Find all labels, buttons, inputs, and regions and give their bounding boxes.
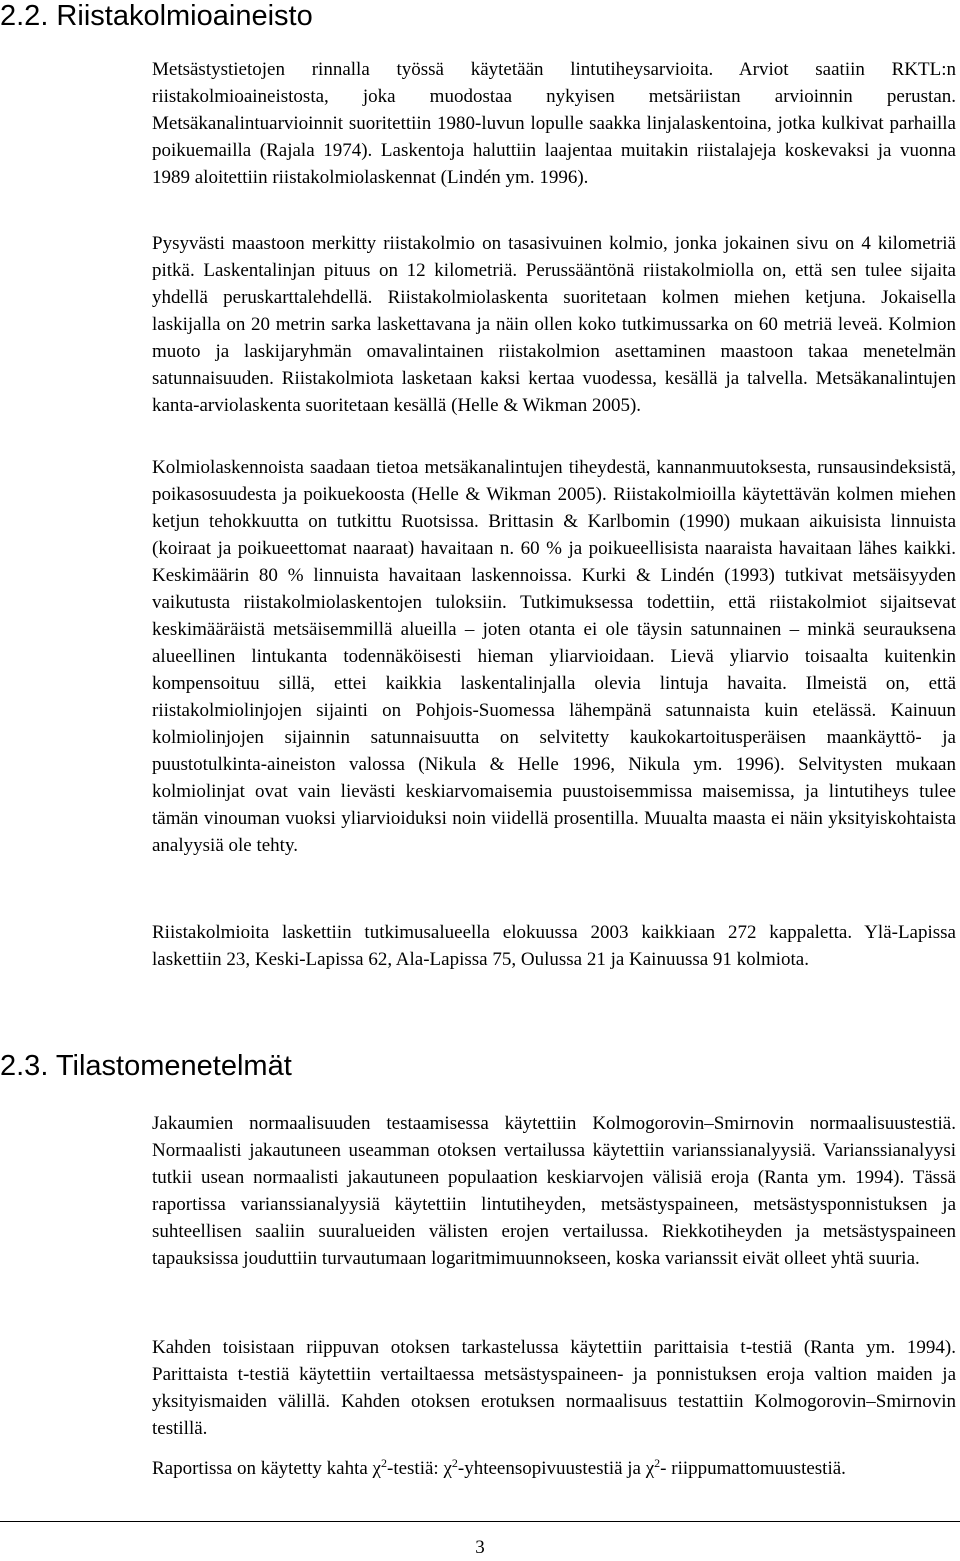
section-heading: 2.3. Tilastomenetelmät [0, 1050, 292, 1082]
paragraph: Riistakolmioita laskettiin tutkimusalueella elokuussa 2003 kaikkiaan 272 kappaletta. Ylä-Lapissa laskettiin 23, Keski-Lapissa 62, Ala-Lapissa 75, Oulussa 21 ja Kainuussa 91 kolmiota. [152, 922, 956, 970]
text-run: Raportissa on käytetty kahta χ [152, 1458, 381, 1479]
text-run: -testiä: χ [387, 1458, 452, 1479]
section-heading: 2.2. Riistakolmioaineisto [0, 0, 313, 32]
chi-square-paragraph [152, 1455, 956, 1482]
footer-divider [0, 1521, 960, 1522]
superscript: 2 [451, 1456, 458, 1470]
paragraph: Metsästystietojen rinnalla työssä käytetään lintutiheysarvioita. Arviot saatiin RKTL:n riistakolmioaineistosta, joka muodostaa nykyisen metsäriistan arvioinnin perustan. Metsäkanalintuarvioinnit suoritettiin 1980-luvun lopulle saakka linjalaskentoina, jotka kulkivat parhailla poikuemailla (Rajala 1974). Laskentoja haluttiin laajentaa muitakin riistalajeja koskevaksi ja vuonna 1989 aloitettiin riistakolmiolaskennat (Lindén ym. 1996). [152, 59, 956, 188]
superscript: 2 [654, 1456, 661, 1470]
text-run: - riippumattomuustestiä. [660, 1458, 846, 1479]
page-number: 3 [475, 1537, 485, 1558]
text-run: -yhteensopivuustestiä ja χ [457, 1458, 655, 1479]
superscript: 2 [381, 1456, 387, 1470]
paragraph: Kahden toisistaan riippuvan otoksen tarkastelussa käytettiin parittaisia t-testiä (Ranta ym. 1994). Parittaista t-testiä käytettiin vertailtaessa metsästyspaineen- ja ponnistuksen eroja valtion maiden ja yksityismaiden välillä. Kahden otoksen erotuksen normaalisuus testattiin Kolmogorovin–Smirnovin testillä. [152, 1337, 956, 1439]
paragraph: Jakaumien normaalisuuden testaamisessa käytettiin Kolmogorovin–Smirnovin normaalisuustestiä. Normaalisti jakautuneen useamman otoksen vertailussa käytettiin varianssianalyysiä. Varianssianalyysi tutkii usean normaalisti jakautuneen populaation keskiarvojen välisiä eroja (Ranta ym. 1994). Tässä raportissa varianssianalyysiä käytettiin lintutiheyden, metsästyspaineen, metsästysponnistuksen ja suhteellisen saaliin suuralueiden välisten erojen vertailussa. Riekkotiheyden ja metsästyspaineen tapauksissa jouduttiin turvautumaan logaritmimuunnokseen, koska varianssit eivät olleet yhtä suuria. [152, 1113, 956, 1269]
paragraph: Pysyvästi maastoon merkitty riistakolmio on tasasivuinen kolmio, jonka jokainen sivu on 4 kilometriä pitkä. Laskentalinjan pituus on 12 kilometriä. Perussääntönä riistakolmiolla on, että sen tulee sijaita yhdellä peruskarttalehdellä. Riistakolmiolaskenta suoritetaan kolmen miehen ketjuna. Jokaisella laskijalla on 20 metrin sarka laskettavana ja näin ollen koko tutkimussarka on 60 metriä leveä. Kolmion muoto ja laskijaryhmän omavalintainen riistakolmion asettaminen maastoon takaa menetelmän satunnaisuuden. Riistakolmiota lasketaan kaksi kertaa vuodessa, kesällä ja talvella. Metsäkanalintujen kanta-arviolaskenta suoritetaan kesällä (Helle & Wikman 2005). [152, 233, 956, 416]
paragraph: Kolmiolaskennoista saadaan tietoa metsäkanalintujen tiheydestä, kannanmuutoksesta, runsausindeksistä, poikasosuudesta ja poikuekoosta (Helle & Wikman 2005). Riistakolmioilla käytettävän kolmen miehen ketjun tehokkuutta on tutkittu Ruotsissa. Brittasin & Karlbomin (1990) mukaan aikuisista linnuista (koiraat ja poikueettomat naaraat) havaitaan n. 60 % ja poikueellisista naaraista havaitaan lähes kaikki. Keskimäärin 80 % linnuista havaitaan laskennoissa. Kurki & Lindén (1993) tutkivat metsäisyyden vaikutusta riistakolmiolaskentojen tuloksiin. Tutkimuksessa todettiin, että riistakolmiot sijaitsevat keskimääräistä metsäisemmillä alueilla – joten otanta ei ole täysin satunnainen – minkä seurauksena alueellinen lintukanta todennäköisesti hieman yliarvioidaan. Lievä yliarvio toisaalta kuitenkin kompensoituu sillä, ettei kaikkia laskentalinjalla olevia lintuja havaita. Ilmeistä on, että riistakolmiolinjojen sijainti on Pohjois-Suomessa lähempänä satunnaista kuin etelässä. Kainuun kolmiolinjojen sijainnin satunnaisuutta on selvitetty kaukokartoitusperäisen maankäyttö- ja puustotulkinta-aineiston valossa (Nikula & Helle 1996, Nikula ym. 1996). Selvitysten mukaan kolmiolinjat ovat vain lievästi keskiarvomaisemia puustoisemmissa maisemissa, ja lintutiheys tulee tämän vinouman vuoksi yliarvioiduksi noin viidellä prosentilla. Muualta maasta ei näin yksityiskohtaista analyysiä ole tehty. [152, 457, 956, 856]
